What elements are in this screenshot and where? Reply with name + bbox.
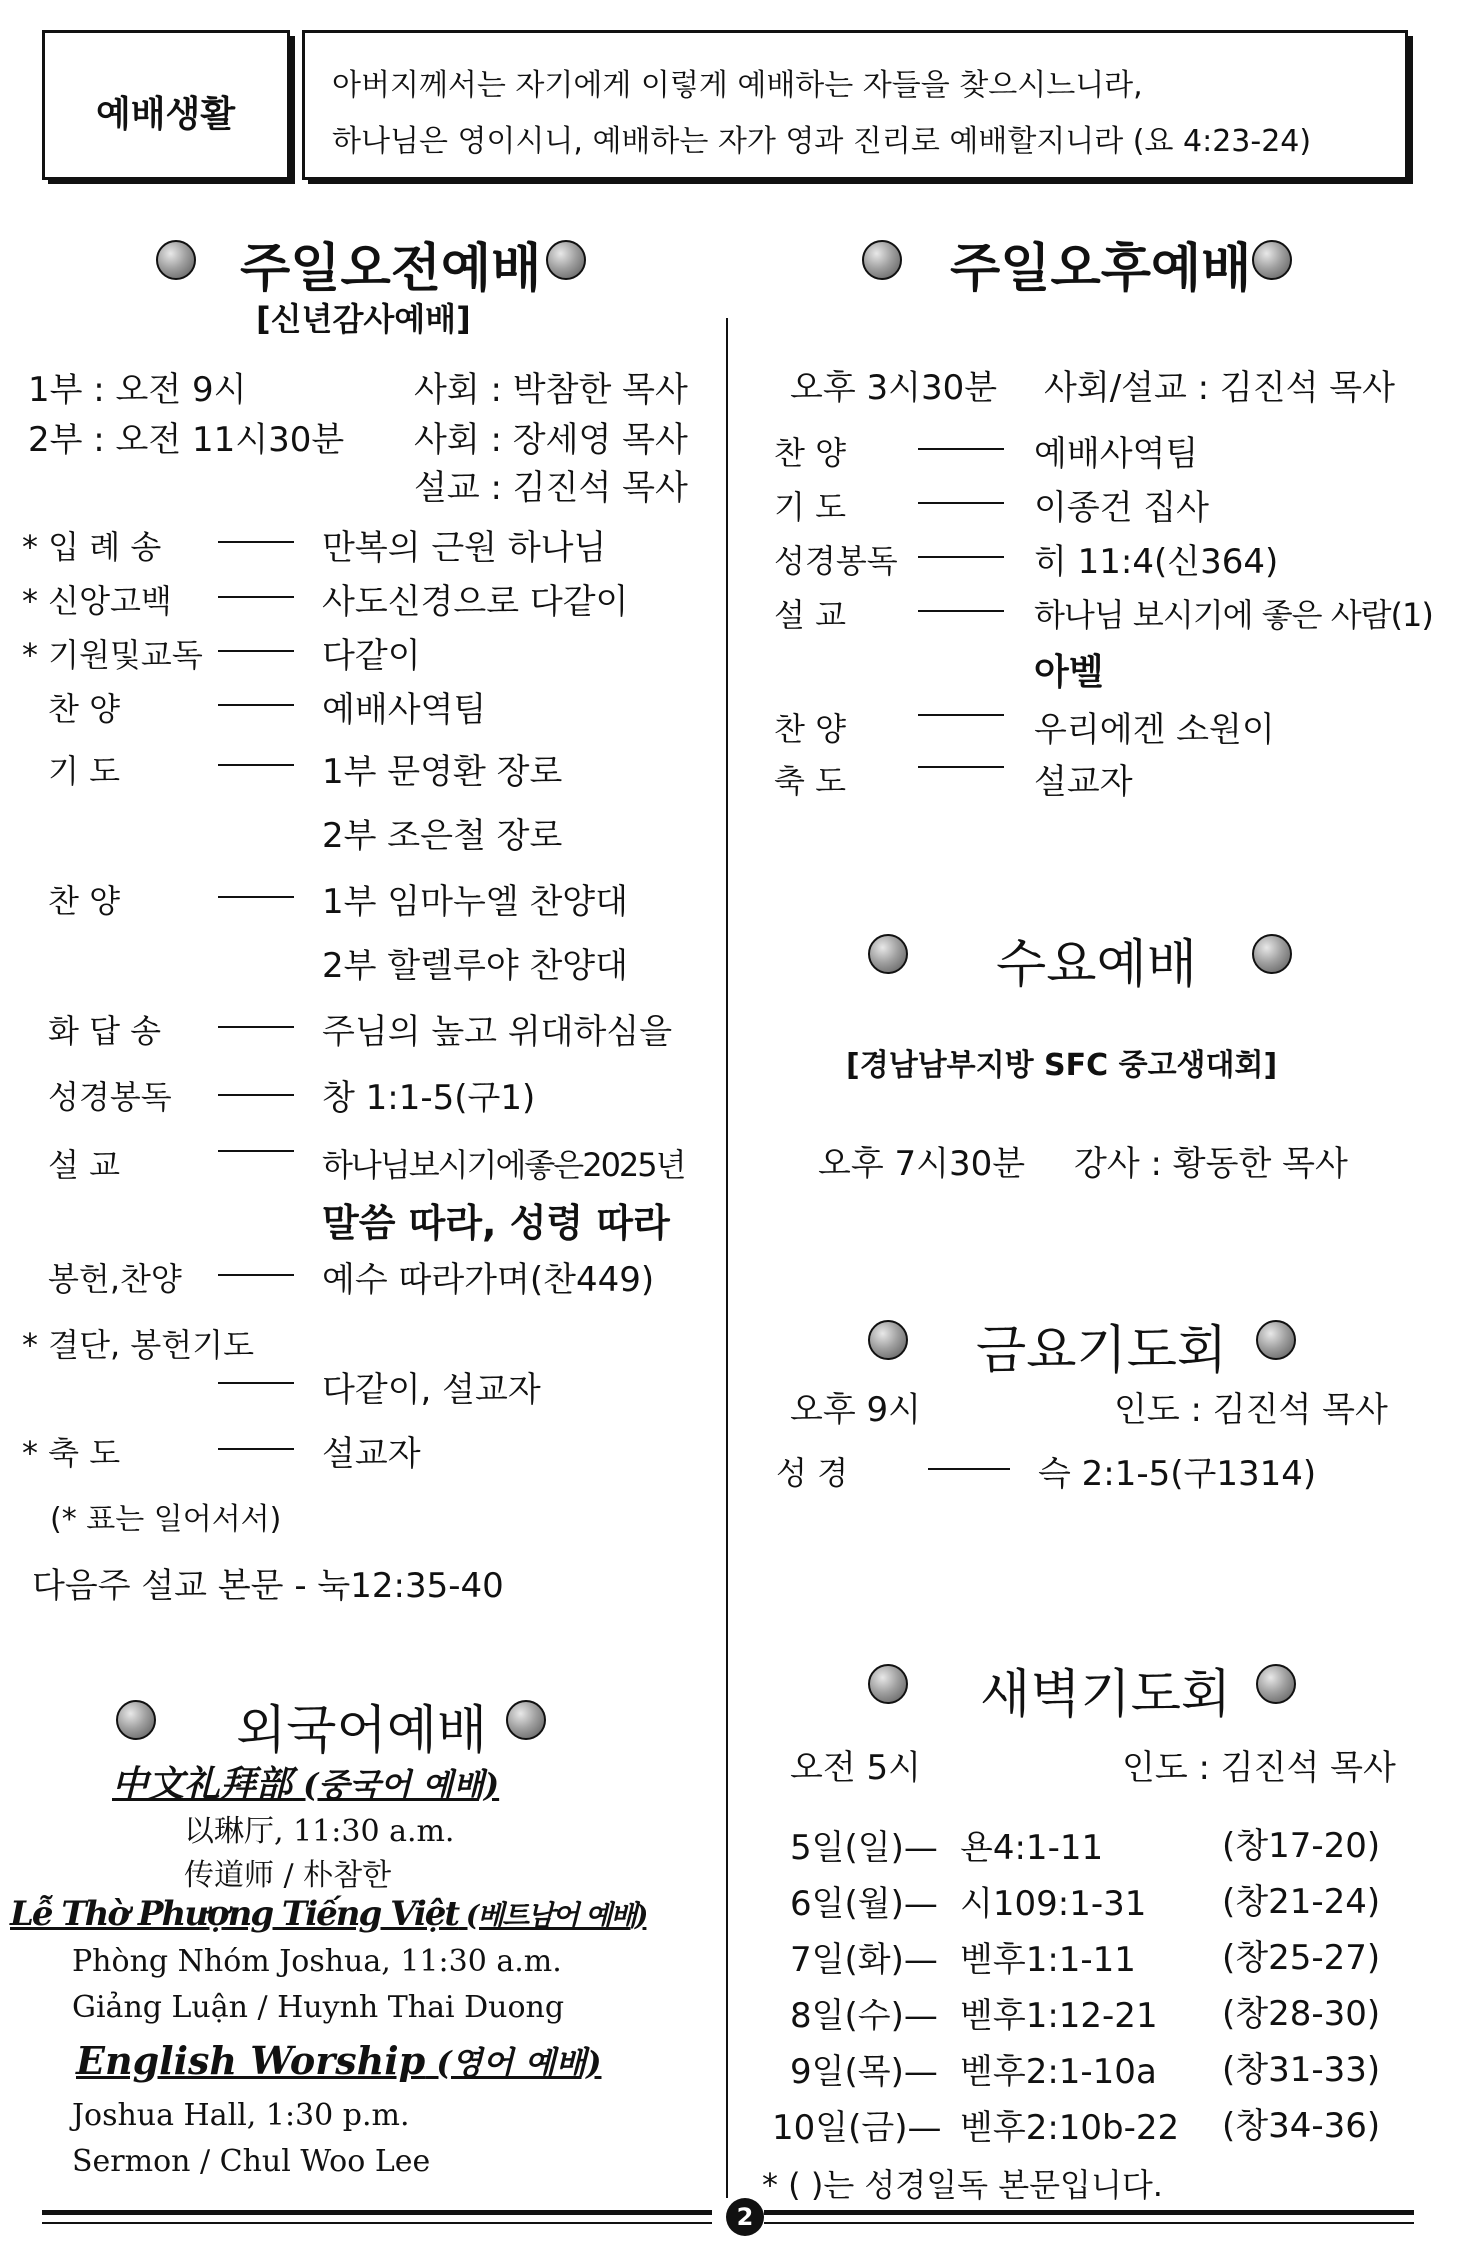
order-dash <box>218 896 294 898</box>
afternoon-dash <box>918 714 1004 716</box>
header-label-box-shadow <box>288 36 295 184</box>
chinese-title-text: 中文礼拜部 <box>112 1763 293 1805</box>
vietnamese-place: Phòng Nhóm Joshua, 11:30 a.m. <box>72 1944 562 1979</box>
bullet-icon <box>868 1320 908 1360</box>
order-dash <box>218 1274 294 1276</box>
order-dash <box>218 541 294 543</box>
dawn-text: 욘4:1-11 <box>960 1828 1104 1868</box>
chinese-title-sub: (중국어 예배) <box>292 1766 500 1804</box>
morning-title: 주일오전예배 <box>240 239 542 299</box>
footer-rule-left-thin <box>42 2222 712 2224</box>
order-value: 하나님보시기에좋은2025년 <box>322 1146 685 1184</box>
dawn-note: * ( )는 성경일독 본문입니다. <box>762 2166 1163 2204</box>
order-value: 설교자 <box>322 1434 421 1474</box>
dawn-text: 벧후1:1-11 <box>960 1940 1136 1980</box>
wednesday-speaker: 강사 : 황동한 목사 <box>1074 1144 1348 1184</box>
afternoon-label: 설 교 <box>774 596 846 634</box>
order-label: 찬 양 <box>48 882 120 920</box>
afternoon-dash <box>918 502 1004 504</box>
vietnamese-title-sub: (베트남어 예배) <box>458 1899 647 1932</box>
footer-rule-left <box>42 2210 712 2215</box>
verse-box-shadow <box>1406 36 1413 184</box>
order-value: 다같이, 설교자 <box>322 1370 541 1410</box>
order-value: 사도신경으로 다같이 <box>322 582 629 622</box>
footer-rule-right-thin <box>764 2222 1414 2224</box>
order-value: 2부 할렐루야 찬양대 <box>322 946 628 986</box>
order-label: * 기원및교독 <box>22 636 203 674</box>
chinese-title <box>112 1756 499 1807</box>
afternoon-label: 찬 양 <box>774 434 846 472</box>
dawn-day: 6일(월)— <box>790 1884 938 1924</box>
dawn-read: (창17-20) <box>1222 1826 1381 1866</box>
chinese-place: 以琳厅, 11:30 a.m. <box>184 1814 455 1849</box>
header-label-box-shadow-bottom <box>48 178 295 184</box>
afternoon-value: 우리에겐 소원이 <box>1034 710 1275 750</box>
afternoon-time: 오후 3시30분 <box>790 368 998 408</box>
afternoon-dash <box>918 448 1004 450</box>
order-dash <box>218 764 294 766</box>
sermon-title: 말씀 따라, 성령 따라 <box>322 1201 670 1245</box>
afternoon-sermon-title: 아벨 <box>1034 652 1104 693</box>
dawn-read: (창34-36) <box>1222 2106 1381 2146</box>
afternoon-label: 성경봉독 <box>774 542 898 580</box>
foreign-title: 외국어예배 <box>236 1701 488 1761</box>
bullet-icon <box>868 1664 908 1704</box>
bullet-icon <box>506 1700 546 1740</box>
order-value: 1부 임마누엘 찬양대 <box>322 882 628 922</box>
order-dash <box>218 1150 294 1152</box>
wednesday-title: 수요예배 <box>996 935 1197 995</box>
page-number: 2 <box>736 2203 754 2231</box>
dawn-text: 벧후1:12-21 <box>960 1996 1158 2036</box>
bullet-icon <box>868 934 908 974</box>
dawn-day: 7일(화)— <box>790 1940 938 1980</box>
order-label: 화 답 송 <box>48 1012 162 1050</box>
dawn-title: 새벽기도회 <box>980 1665 1232 1725</box>
standing-note: (* 표는 일어서서) <box>50 1502 282 1537</box>
order-value: 1부 문영환 장로 <box>322 752 563 792</box>
afternoon-label: 축 도 <box>774 762 846 800</box>
order-label: 성경봉독 <box>48 1078 172 1116</box>
afternoon-dash <box>918 610 1004 612</box>
afternoon-value: 예배사역팀 <box>1034 434 1199 474</box>
order-label: 기 도 <box>48 752 120 790</box>
order-label: 설 교 <box>48 1146 120 1184</box>
dawn-day: 10일(금)— <box>772 2108 942 2148</box>
page-number-badge <box>726 2198 764 2236</box>
verse-line-2: 하나님은 영이시니, 예배하는 자가 영과 진리로 예배할지니라 (요 4:23-24) <box>332 124 1312 159</box>
dawn-read: (창31-33) <box>1222 2050 1381 2090</box>
english-title-sub: (영어 예배) <box>425 2044 602 2082</box>
order-value: 예배사역팀 <box>322 690 487 730</box>
afternoon-dash <box>918 556 1004 558</box>
column-divider <box>726 318 728 2198</box>
bullet-icon <box>1252 934 1292 974</box>
order-dash <box>218 1448 294 1450</box>
afternoon-value: 이종건 집사 <box>1034 488 1210 528</box>
afternoon-label: 찬 양 <box>774 710 846 748</box>
friday-time: 오후 9시 <box>790 1390 921 1430</box>
dawn-read: (창21-24) <box>1222 1882 1381 1922</box>
order-label: * 축 도 <box>22 1434 121 1472</box>
order-value: 만복의 근원 하나님 <box>322 528 607 568</box>
friday-dash <box>928 1468 1010 1470</box>
afternoon-value: 하나님 보시기에 좋은 사람(1) <box>1034 596 1433 634</box>
order-dash <box>218 650 294 652</box>
footer-rule-right <box>764 2210 1414 2215</box>
dawn-leader: 인도 : 김진석 목사 <box>1122 1748 1396 1788</box>
chinese-pastor: 传道师 / 朴참한 <box>184 1858 392 1893</box>
morning-preacher: 설교 : 김진석 목사 <box>414 468 688 508</box>
dawn-day: 8일(수)— <box>790 1996 938 2036</box>
dawn-read: (창28-30) <box>1222 1994 1381 2034</box>
afternoon-leader: 사회/설교 : 김진석 목사 <box>1044 368 1395 408</box>
order-dash <box>218 1382 294 1384</box>
morning-s1-time: 1부 : 오전 9시 <box>28 370 247 410</box>
morning-s2-leader: 사회 : 장세영 목사 <box>414 420 688 460</box>
dawn-day: 5일(일)— <box>790 1828 938 1868</box>
morning-s2-time: 2부 : 오전 11시30분 <box>28 420 345 460</box>
english-title-text: English Worship <box>76 2038 426 2083</box>
dawn-day: 9일(목)— <box>790 2052 938 2092</box>
vietnamese-title <box>10 1894 646 1934</box>
morning-subtitle: [신년감사예배] <box>256 300 471 338</box>
order-value: 예수 따라가며(찬449) <box>322 1260 655 1300</box>
vietnamese-pastor: Giảng Luận / Huynh Thai Duong <box>72 1990 565 2025</box>
order-label: 찬 양 <box>48 690 120 728</box>
order-label: 봉헌,찬양 <box>48 1260 182 1298</box>
dawn-text: 벧후2:10b-22 <box>960 2108 1180 2148</box>
dawn-text: 벧후2:1-10a <box>960 2052 1157 2092</box>
wednesday-time: 오후 7시30분 <box>818 1144 1026 1184</box>
next-sermon-text: 다음주 설교 본문 - 눅12:35-40 <box>32 1566 504 1606</box>
english-pastor: Sermon / Chul Woo Lee <box>72 2144 431 2179</box>
order-value: 다같이 <box>322 636 421 676</box>
order-label: * 결단, 봉헌기도 <box>22 1326 254 1364</box>
bullet-icon <box>1256 1320 1296 1360</box>
english-title <box>76 2038 601 2084</box>
friday-scripture: 슥 2:1-5(구1314) <box>1038 1454 1317 1494</box>
bullet-icon <box>546 240 586 280</box>
friday-leader: 인도 : 김진석 목사 <box>1114 1390 1388 1430</box>
afternoon-value: 설교자 <box>1034 762 1133 802</box>
order-dash <box>218 1026 294 1028</box>
order-dash <box>218 1094 294 1096</box>
dawn-time: 오전 5시 <box>790 1748 921 1788</box>
order-label: * 신앙고백 <box>22 582 172 620</box>
english-place: Joshua Hall, 1:30 p.m. <box>72 2098 410 2133</box>
bullet-icon <box>862 240 902 280</box>
order-dash <box>218 704 294 706</box>
order-dash <box>218 596 294 598</box>
afternoon-title: 주일오후예배 <box>950 239 1252 299</box>
bullet-icon <box>1256 1664 1296 1704</box>
order-value: 주님의 높고 위대하심을 <box>322 1012 673 1052</box>
vietnamese-title-text: Lễ Thờ Phượng Tiếng Việt <box>10 1894 459 1934</box>
dawn-read: (창25-27) <box>1222 1938 1381 1978</box>
header-label: 예배생활 <box>96 94 236 135</box>
bullet-icon <box>1252 240 1292 280</box>
bullet-icon <box>156 240 196 280</box>
verse-box-shadow-bottom <box>308 178 1413 184</box>
order-label: * 입 례 송 <box>22 528 162 566</box>
verse-line-1: 아버지께서는 자기에게 이렇게 예배하는 자들을 찾으시느니라, <box>332 68 1143 103</box>
friday-title: 금요기도회 <box>976 1321 1228 1381</box>
order-value: 2부 조은철 장로 <box>322 816 563 856</box>
friday-scripture-label: 성 경 <box>776 1454 848 1492</box>
wednesday-subtitle: [경남남부지방 SFC 중고생대회] <box>846 1048 1278 1083</box>
morning-s1-leader: 사회 : 박참한 목사 <box>414 370 688 410</box>
order-value: 창 1:1-5(구1) <box>322 1078 536 1118</box>
afternoon-value: 히 11:4(신364) <box>1034 542 1279 582</box>
afternoon-dash <box>918 766 1004 768</box>
bullet-icon <box>116 1700 156 1740</box>
afternoon-label: 기 도 <box>774 488 846 526</box>
dawn-text: 시109:1-31 <box>960 1884 1147 1924</box>
